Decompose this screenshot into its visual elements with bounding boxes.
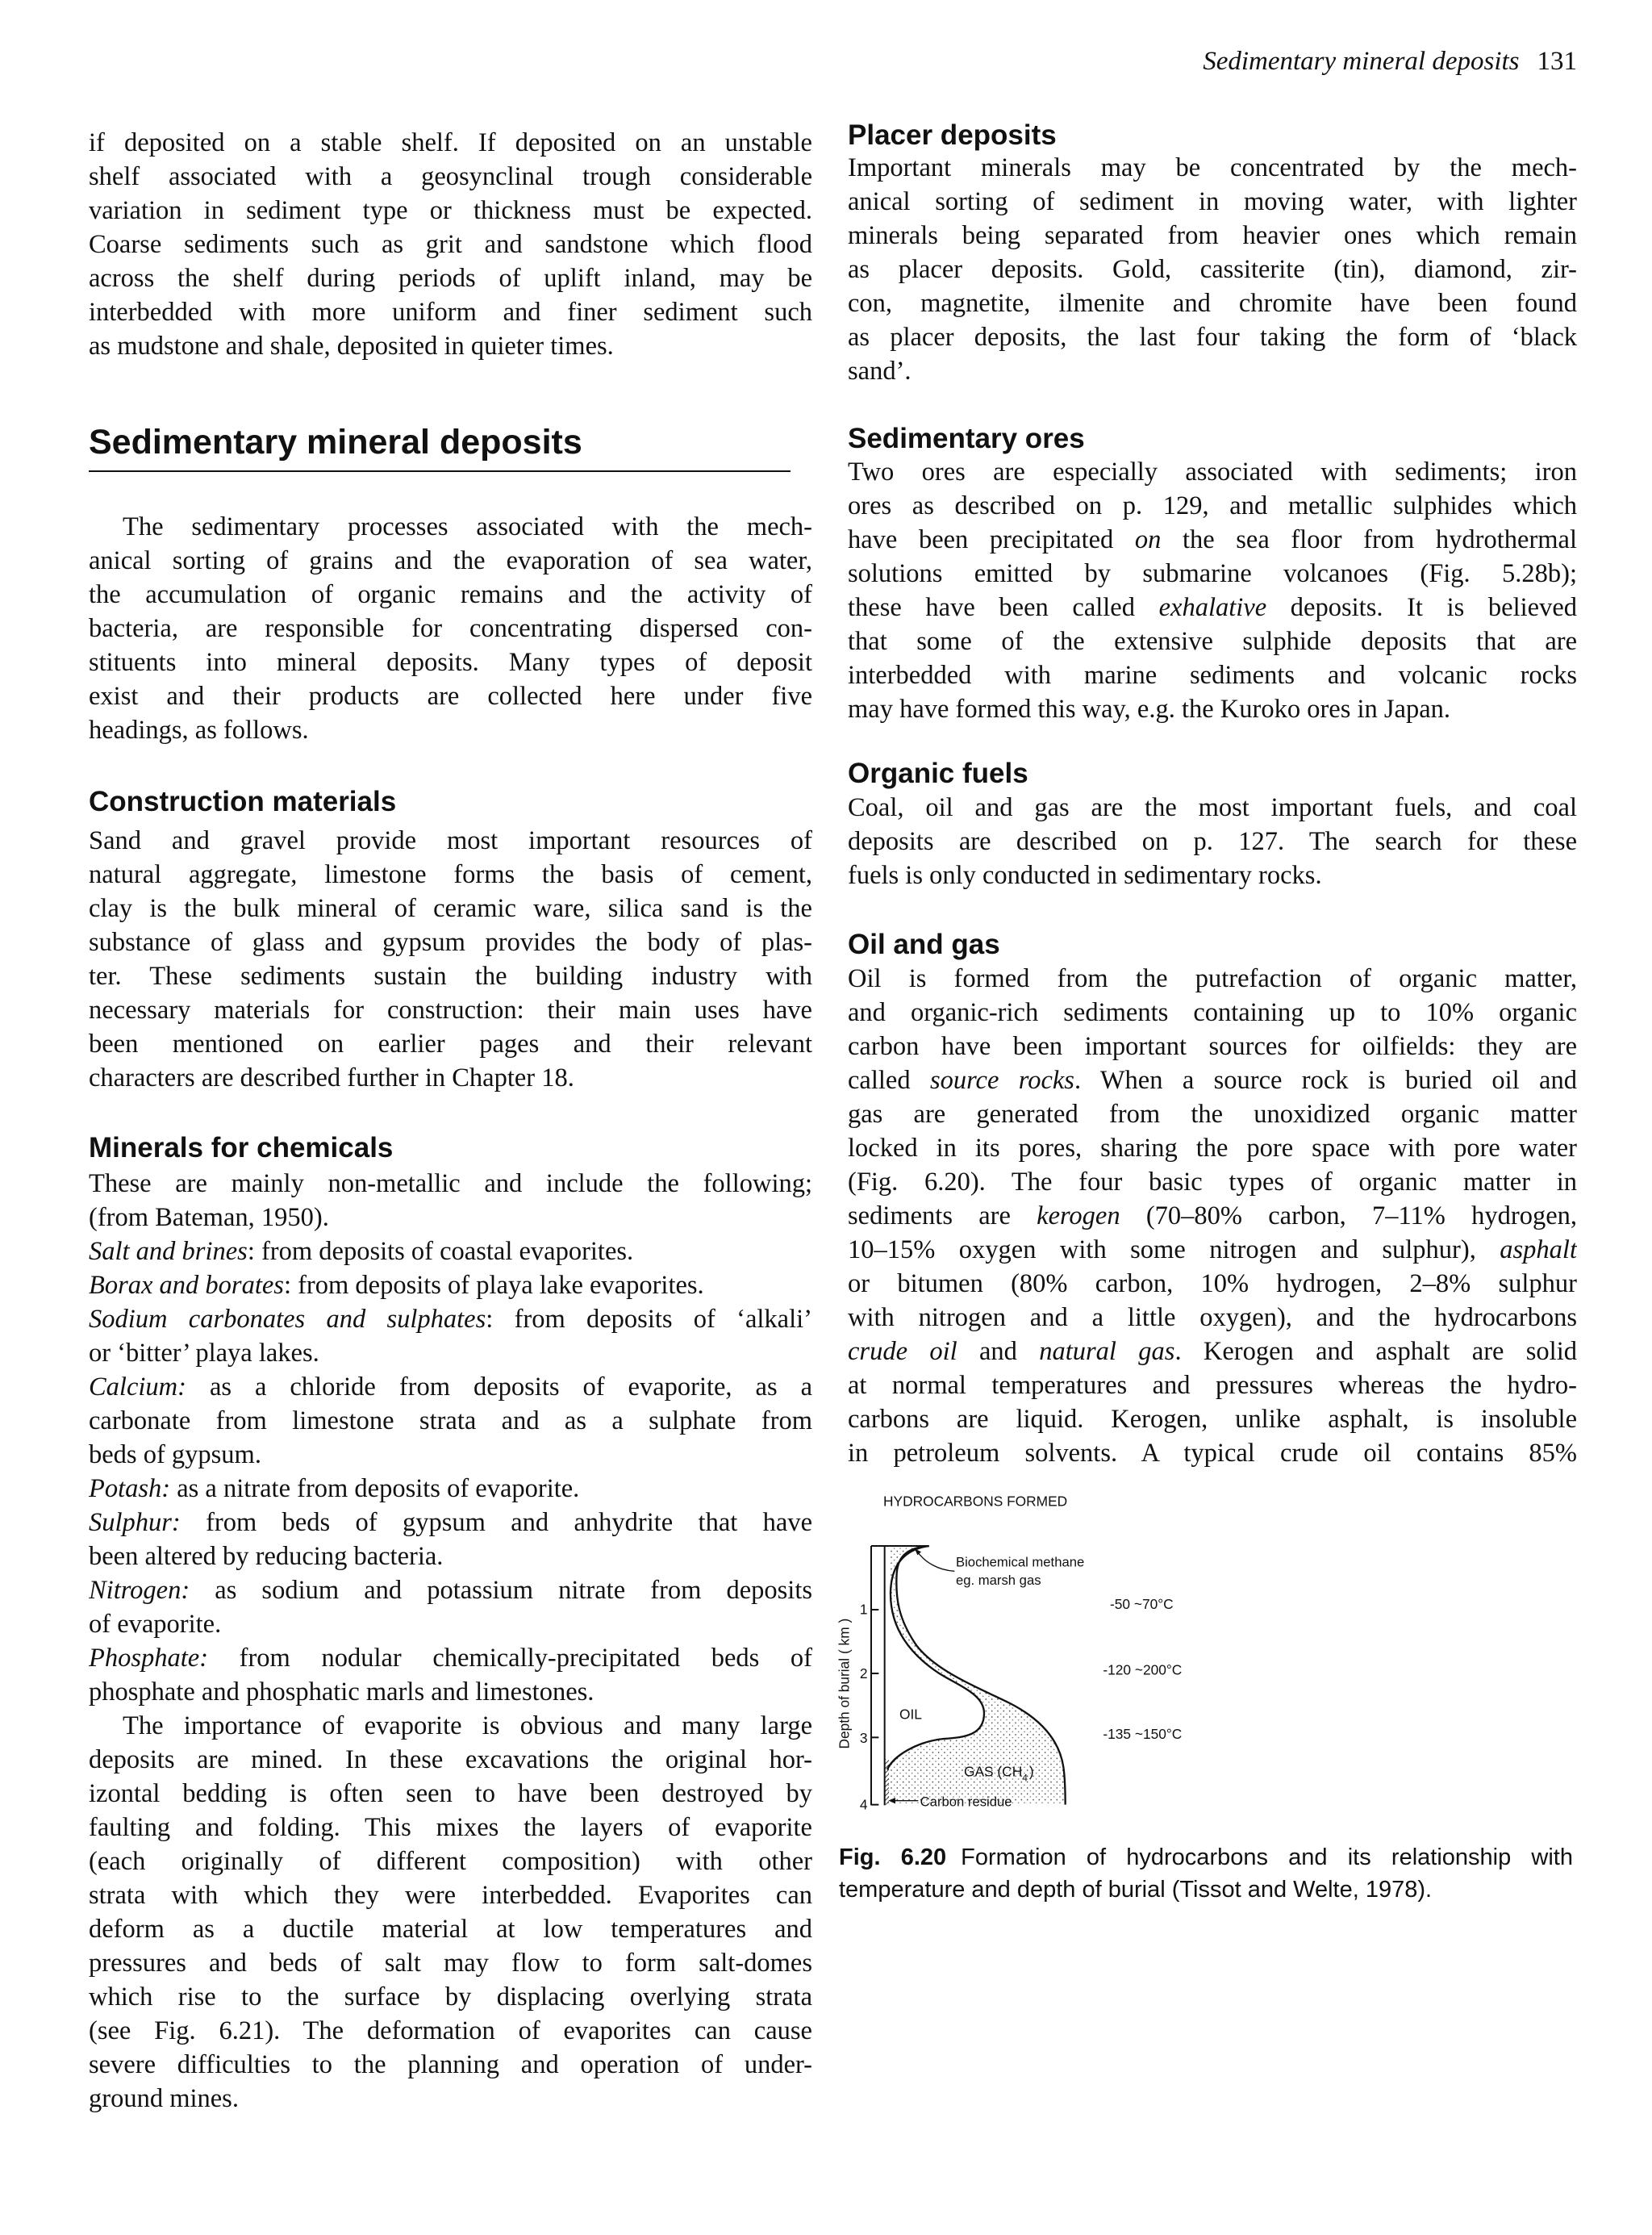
italic-term: Sulphur:	[89, 1508, 181, 1537]
text-line: been altered by reducing bacteria.	[89, 1542, 444, 1571]
gas-label: GAS $(CH_4)$	[964, 1763, 1034, 1784]
text-line: at normal temperatures and pressures whereas the hydro-	[848, 1371, 1577, 1400]
text-line: beds of gypsum.	[89, 1440, 261, 1469]
text-line: minerals being separated from heavier ones which remain	[848, 221, 1577, 250]
text-line: exist and their products are collected here under five	[89, 682, 812, 711]
text-line: interbedded with marine sediments and volcanic rocks	[848, 661, 1577, 690]
text-line: headings, as follows.	[89, 716, 309, 745]
heading-construction-materials: Construction materials	[89, 786, 397, 817]
text-line: substance of glass and gypsum provides the body of plas-	[89, 928, 812, 957]
italic-term: Potash:	[89, 1474, 171, 1503]
text-line: Coal, oil and gas are the most important fuels, and coal	[848, 793, 1577, 822]
text-line: the accumulation of organic remains and the activity of	[89, 580, 812, 609]
text-line: Sulphur: from beds of gypsum and anhydrite that have	[89, 1508, 812, 1537]
italic-term: Phosphate:	[89, 1644, 209, 1673]
section-title: Sedimentary mineral deposits	[89, 423, 582, 462]
text-line: ter. These sediments sustain the building industry with	[89, 962, 812, 991]
text-line: sediments are kerogen (70–80% carbon, 7–11% hydrogen,	[848, 1201, 1577, 1230]
sedimentary-ores-text	[848, 455, 1577, 726]
text-line: anical sorting of sediment in moving water, with lighter	[848, 187, 1577, 216]
italic-term: kerogen	[1037, 1201, 1120, 1230]
temperature-label-3: -135 ~150°C	[1103, 1726, 1183, 1742]
text-line: (from Bateman, 1950).	[89, 1203, 329, 1232]
text-line: izontal bedding is often seen to have been destroyed by	[89, 1779, 812, 1808]
heading-sedimentary-ores: Sedimentary ores	[848, 423, 1085, 454]
text-line: Oil is formed from the putrefaction of organic matter,	[848, 964, 1577, 993]
italic-term: Calcium:	[89, 1372, 186, 1402]
text-line: clay is the bulk mineral of ceramic ware, silica sand is the	[89, 894, 812, 923]
tick-label-1: 1	[859, 1601, 868, 1618]
methane-arrow	[916, 1551, 954, 1572]
text-line: (each originally of different composition) with other	[89, 1847, 812, 1876]
text-line: Phosphate: from nodular chemically-precipitated beds of	[89, 1644, 812, 1673]
text-line: as placer deposits, the last four taking the form of ‘black	[848, 323, 1577, 352]
oil-and-gas-text	[848, 962, 1577, 1470]
text-line: Sand and gravel provide most important resources of	[89, 826, 812, 855]
text-line: 10–15% oxygen with some nitrogen and sulphur), asphalt	[848, 1235, 1577, 1264]
italic-term: Borax and borates	[89, 1271, 284, 1300]
text-line: phosphate and phosphatic marls and limestones.	[89, 1677, 594, 1707]
text-line: stituents into mineral deposits. Many types of deposit	[89, 648, 812, 677]
text-line: Potash: as a nitrate from deposits of evaporite.	[89, 1474, 580, 1503]
text-line: gas are generated from the unoxidized organic matter	[848, 1100, 1577, 1129]
heading-oil-and-gas: Oil and gas	[848, 929, 1000, 960]
text-line: carbonate from limestone strata and as a sulphate from	[89, 1406, 812, 1435]
text-line: have been precipitated on the sea floor from hydrothermal	[848, 525, 1577, 554]
running-header-title: Sedimentary mineral deposits	[1203, 47, 1520, 76]
text-line: in petroleum solvents. A typical crude oil contains 85%	[848, 1439, 1577, 1468]
text-line: interbedded with more uniform and finer sediment such	[89, 298, 812, 327]
text-line: carbon have been important sources for oilfields: they are	[848, 1032, 1577, 1061]
text-line: solutions emitted by submarine volcanoes (Fig. 5.28b);	[848, 559, 1577, 588]
y-axis-label: Depth of burial ( km )	[836, 1618, 853, 1749]
text-line: with nitrogen and a little oxygen), and the hydrocarbons	[848, 1303, 1577, 1332]
placer-deposits-text	[848, 151, 1577, 388]
text-line: bacteria, are responsible for concentrating dispersed con-	[89, 614, 812, 643]
text-line: as placer deposits. Gold, cassiterite (tin), diamond, zir-	[848, 255, 1577, 284]
depth-ticks	[871, 1610, 878, 1805]
text-line: crude oil and natural gas. Kerogen and asphalt are solid	[848, 1337, 1577, 1366]
text-line: The sedimentary processes associated with the mech-	[123, 512, 812, 541]
running-header	[1203, 47, 1577, 77]
text-line: con, magnetite, ilmenite and chromite have been found	[848, 289, 1577, 318]
text-line: and organic-rich sediments containing up to 10% organic	[848, 998, 1577, 1027]
text-line: that some of the extensive sulphide deposits that are	[848, 627, 1577, 656]
tick-label-3: 3	[859, 1730, 868, 1746]
methane-arrowhead-icon	[915, 1548, 921, 1555]
intro-paragraph	[89, 126, 812, 363]
text-line: deform as a ductile material at low temperatures and	[89, 1915, 812, 1944]
tick-label-4: 4	[859, 1796, 868, 1813]
italic-term: Sodium carbonates and sulphates	[89, 1305, 486, 1334]
italic-term: Nitrogen:	[89, 1576, 190, 1605]
text-line: Coarse sediments such as grit and sandstone which flood	[89, 230, 812, 259]
marsh-gas-label: eg. marsh gas	[956, 1573, 1041, 1588]
carbon-residue-hatch	[885, 1759, 889, 1805]
oil-label: OIL	[899, 1706, 922, 1723]
text-line: Calcium: as a chloride from deposits of evaporite, as a	[89, 1372, 812, 1402]
italic-term: on	[1134, 525, 1162, 554]
text-line: Important minerals may be concentrated by the mech-	[848, 153, 1577, 182]
heading-minerals-for-chemicals: Minerals for chemicals	[89, 1132, 394, 1163]
text-line: as mudstone and shale, deposited in quieter times.	[89, 332, 614, 361]
italic-term: crude oil	[848, 1337, 957, 1366]
construction-materials-text	[89, 824, 812, 1095]
text-line: or bitumen (80% carbon, 10% hydrogen, 2–8% sulphur	[848, 1269, 1577, 1298]
italic-term: natural gas	[1039, 1337, 1175, 1366]
text-line: these have been called exhalative deposits. It is believed	[848, 593, 1577, 622]
text-line: shelf associated with a geosynclinal trough considerable	[89, 162, 812, 191]
heading-placer-deposits: Placer deposits	[848, 119, 1057, 151]
text-line: if deposited on a stable shelf. If deposited on an unstable	[89, 128, 812, 157]
text-line: may have formed this way, e.g. the Kuroko ores in Japan.	[848, 695, 1450, 724]
text-line: anical sorting of grains and the evaporation of sea water,	[89, 546, 812, 575]
italic-term: Salt and brines	[89, 1237, 248, 1266]
page-number: 131	[1537, 47, 1577, 76]
text-line: ores as described on p. 129, and metallic sulphides which	[848, 491, 1577, 520]
text-line: carbons are liquid. Kerogen, unlike asphalt, is insoluble	[848, 1405, 1577, 1434]
temperature-label-2: -120 ~200°C	[1103, 1661, 1183, 1678]
tick-label-2: 2	[859, 1665, 868, 1681]
italic-term: asphalt	[1500, 1235, 1577, 1264]
figure-top-label: HYDROCARBONS FORMED	[883, 1493, 1068, 1510]
text-line: (Fig. 6.20). The four basic types of organic matter in	[848, 1168, 1577, 1197]
text-line: called source rocks. When a source rock is buried oil and	[848, 1066, 1577, 1095]
text-line: strata with which they were interbedded. Evaporites can	[89, 1881, 812, 1910]
section-intro-paragraph	[89, 510, 812, 747]
section-title-underline	[89, 470, 791, 472]
text-line: which rise to the surface by displacing overlying strata	[89, 1982, 812, 2012]
text-line: sand’.	[848, 357, 912, 386]
text-line: Salt and brines: from deposits of coastal evaporites.	[89, 1237, 634, 1266]
figure-caption-text: Formation of hydrocarbons and its relationship with temperature and depth of burial (Tissot and Welte, 1978).	[839, 1844, 1573, 1903]
text-line: necessary materials for construction: their main uses have	[89, 996, 812, 1025]
italic-term: exhalative	[1158, 593, 1267, 622]
carbon-residue-label: Carbon residue	[920, 1794, 1012, 1810]
text-line: across the shelf during periods of uplift inland, may be	[89, 264, 812, 293]
text-line: Borax and borates: from deposits of playa lake evaporites.	[89, 1271, 704, 1300]
text-line: or ‘bitter’ playa lakes.	[89, 1339, 319, 1368]
text-line: Sodium carbonates and sulphates: from deposits of ‘alkali’	[89, 1305, 812, 1334]
text-line: characters are described further in Chapter 18.	[89, 1063, 574, 1092]
text-line: (see Fig. 6.21). The deformation of evaporites can cause	[89, 2016, 812, 2045]
text-line: deposits are mined. In these excavations the original hor-	[89, 1745, 812, 1774]
minerals-for-chemicals-text	[89, 1167, 812, 2116]
temperature-label-1: -50 ~70°C	[1110, 1596, 1174, 1612]
text-line: fuels is only conducted in sedimentary rocks.	[848, 861, 1322, 890]
text-line: pressures and beds of salt may flow to form salt-domes	[89, 1949, 812, 1978]
text-line: been mentioned on earlier pages and their relevant	[89, 1030, 812, 1059]
methane-label: Biochemical methane	[956, 1554, 1085, 1570]
text-line: locked in its pores, sharing the pore space with pore water	[848, 1134, 1577, 1163]
hydrocarbon-formation-figure	[831, 1485, 1589, 2114]
text-line: natural aggregate, limestone forms the basis of cement,	[89, 860, 812, 889]
figure-caption-label: Fig. 6.20	[839, 1844, 947, 1870]
text-line: ground mines.	[89, 2084, 239, 2113]
text-line: The importance of evaporite is obvious and many large	[123, 1711, 812, 1740]
text-line: deposits are described on p. 127. The search for these	[848, 827, 1577, 856]
heading-organic-fuels: Organic fuels	[848, 758, 1028, 789]
italic-term: source rocks	[929, 1066, 1074, 1095]
text-line: severe difficulties to the planning and operation of under-	[89, 2050, 812, 2079]
figure-caption	[839, 1841, 1573, 1906]
text-line: of evaporite.	[89, 1610, 222, 1639]
text-line: These are mainly non-metallic and include the following;	[89, 1169, 812, 1198]
organic-fuels-text	[848, 791, 1577, 892]
text-line: Two ores are especially associated with sediments; iron	[848, 457, 1577, 487]
text-line: variation in sediment type or thickness must be expected.	[89, 196, 812, 225]
text-line: Nitrogen: as sodium and potassium nitrate from deposits	[89, 1576, 812, 1605]
text-line: faulting and folding. This mixes the layers of evaporite	[89, 1813, 812, 1842]
